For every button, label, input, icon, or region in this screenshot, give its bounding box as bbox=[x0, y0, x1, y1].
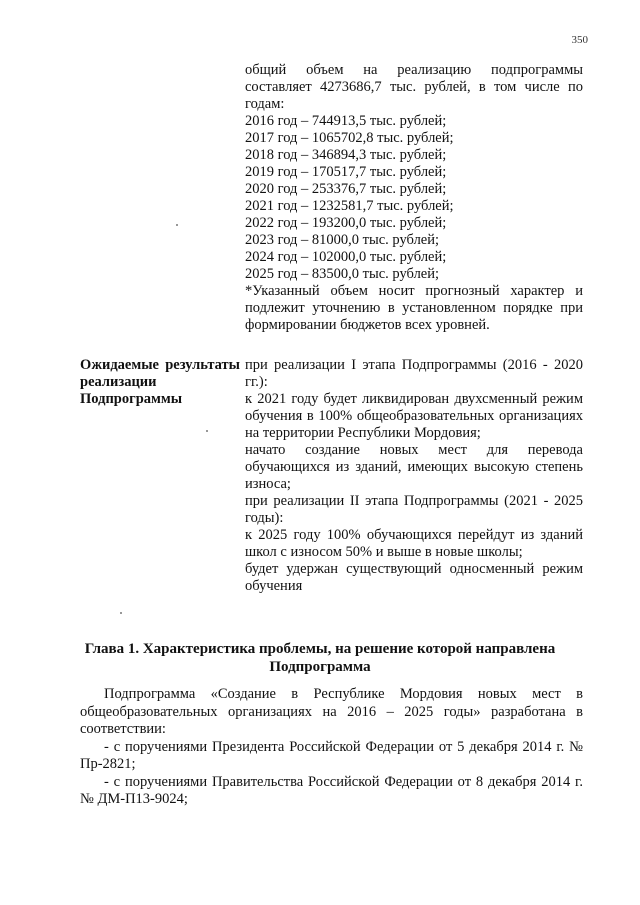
results-label: Ожидаемые результаты реализации Подпрограммы bbox=[80, 357, 240, 407]
results-block bbox=[245, 357, 583, 595]
results-item: при реализации II этапа Подпрограммы (2021 - 2025 годы): bbox=[245, 493, 583, 526]
funding-note: *Указанный объем носит прогнозный характер и подлежит уточнению в установленном порядке при формировании бюджетов всех уровней. bbox=[245, 283, 583, 333]
results-item: к 2021 году будет ликвидирован двухсменный режим обучения в 100% общеобразовательных организациях на территории Республики Мордовия; bbox=[245, 391, 583, 441]
scan-speck bbox=[206, 430, 208, 432]
page-number: 350 bbox=[571, 34, 588, 46]
results-item: к 2025 году 100% обучающихся перейдут из зданий школ с износом 50% и выше в новые школы; bbox=[245, 527, 583, 560]
funding-year-2023: 2023 год – 81000,0 тыс. рублей; bbox=[245, 232, 440, 248]
results-item: будет удержан существующий односменный режим обучения bbox=[245, 561, 583, 594]
results-item: при реализации I этапа Подпрограммы (2016 - 2020 гг.): bbox=[245, 357, 583, 390]
funding-year-2025: 2025 год – 83500,0 тыс. рублей; bbox=[245, 266, 440, 282]
body-text bbox=[80, 686, 583, 809]
scan-speck bbox=[120, 612, 122, 614]
funding-year-2016: 2016 год – 744913,5 тыс. рублей; bbox=[245, 113, 447, 129]
funding-year-2022: 2022 год – 193200,0 тыс. рублей; bbox=[245, 215, 447, 231]
body-paragraph: - с поручениями Президента Российской Федерации от 5 декабря 2014 г. № Пр-2821; bbox=[80, 738, 583, 772]
funding-year-2017: 2017 год – 1065702,8 тыс. рублей; bbox=[245, 130, 454, 146]
body-paragraph: - с поручениями Правительства Российской Федерации от 8 декабря 2014 г. № ДМ-П13-9024; bbox=[80, 773, 583, 807]
body-paragraph: Подпрограмма «Создание в Республике Мордовия новых мест в общеобразовательных организациях на 2016 – 2025 годы» разработана в соответствии: bbox=[80, 686, 583, 737]
funding-year-2019: 2019 год – 170517,7 тыс. рублей; bbox=[245, 164, 447, 180]
scan-speck bbox=[176, 224, 178, 226]
chapter-heading: Глава 1. Характеристика проблемы, на решение которой направлена Подпрограмма bbox=[84, 641, 556, 675]
funding-year-2020: 2020 год – 253376,7 тыс. рублей; bbox=[245, 181, 447, 197]
funding-block bbox=[245, 62, 583, 334]
funding-intro: общий объем на реализацию подпрограммы составляет 4273686,7 тыс. рублей, в том числе по годам: bbox=[245, 62, 583, 112]
funding-year-2018: 2018 год – 346894,3 тыс. рублей; bbox=[245, 147, 447, 163]
results-item: начато создание новых мест для перевода обучающихся из зданий, имеющих высокую степень износа; bbox=[245, 442, 583, 492]
funding-year-2024: 2024 год – 102000,0 тыс. рублей; bbox=[245, 249, 447, 265]
funding-year-2021: 2021 год – 1232581,7 тыс. рублей; bbox=[245, 198, 454, 214]
